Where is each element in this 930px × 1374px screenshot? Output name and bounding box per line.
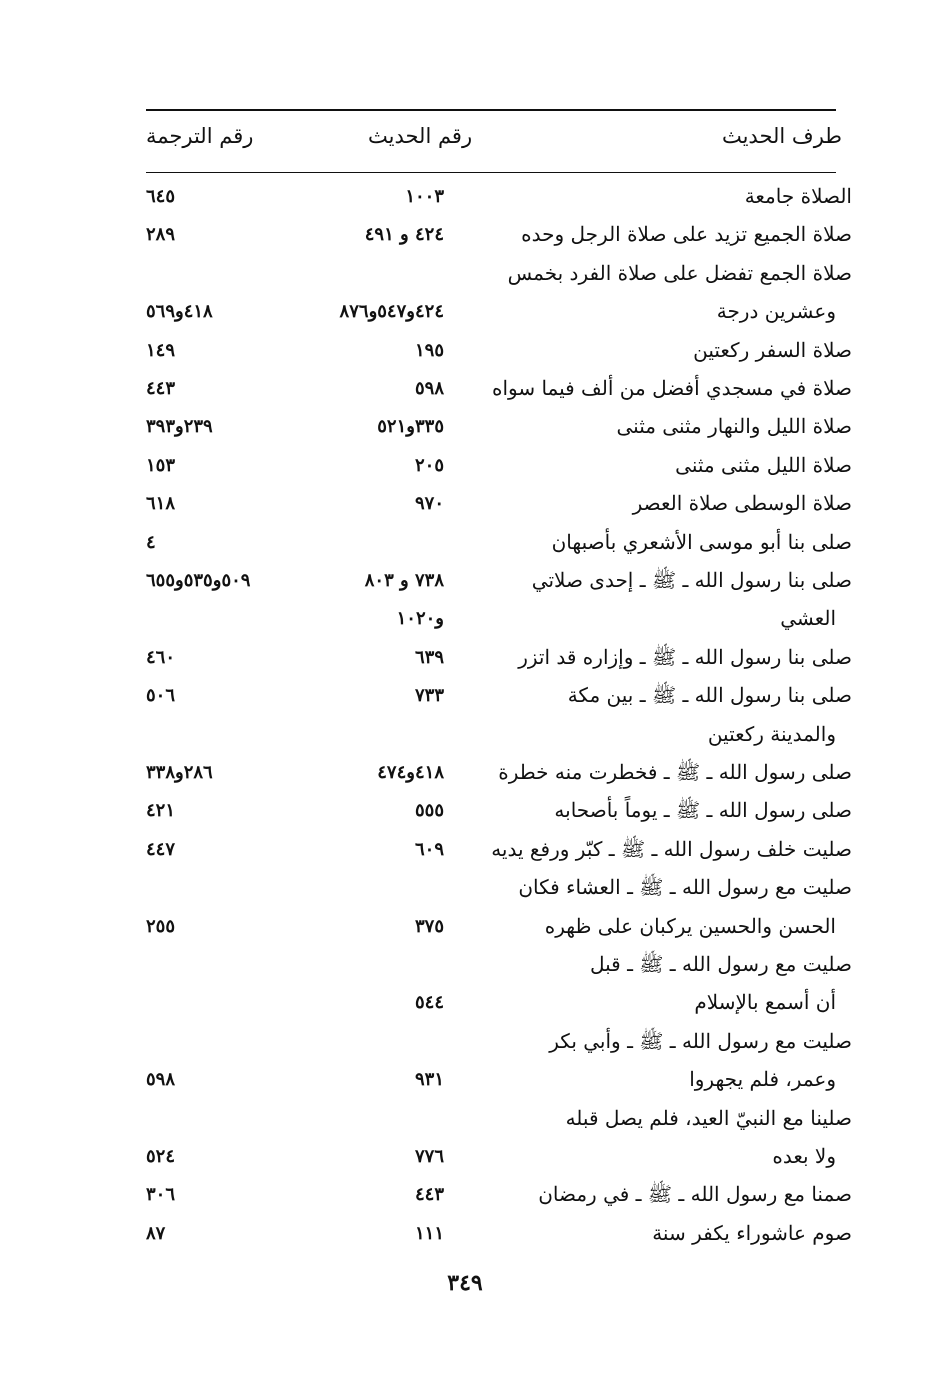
hadith-text: صلاة الوسطى صلاة العصر <box>632 491 852 516</box>
hadith-text: صلاة في مسجدي أفضل من ألف فيما سواه <box>491 376 852 400</box>
tarjama-number: ٤١٨و٥٦٩ <box>146 301 213 323</box>
tarjama-number: ١٤٩ <box>146 339 176 361</box>
hadith-text: صلى بنا رسول الله ـ ﷺ ـ وإزاره قد اتزر <box>518 644 852 669</box>
table-row <box>146 718 852 756</box>
table-row <box>146 180 852 218</box>
table-row <box>146 1102 852 1140</box>
table-row <box>146 449 852 487</box>
tarjama-number: ٤٤٣ <box>146 378 176 399</box>
hadith-number: ٧٣٨ و ٨٠٣ <box>364 570 444 591</box>
tarjama-number: ٤٢١ <box>146 800 176 822</box>
tarjama-number: ٤٤٧ <box>146 838 176 860</box>
hadith-text: ولا بعده <box>772 1144 836 1168</box>
table-row <box>146 910 852 948</box>
hadith-text: صلى رسول الله ـ ﷺ ـ فخطرت منه خطرة <box>498 760 852 784</box>
table-row <box>146 986 852 1024</box>
hadith-number: ٤٢٤ و ٤٩١ <box>364 224 444 246</box>
hadith-text: صلى بنا رسول الله ـ ﷺ ـ بين مكة <box>567 683 852 708</box>
hadith-number: ١٩٥ <box>414 339 444 361</box>
table-row <box>146 372 852 410</box>
hadith-number: ٢٠٥ <box>414 454 444 476</box>
tarjama-number: ٦٤٥ <box>146 186 176 207</box>
table-row <box>146 756 852 794</box>
hadith-text: صوم عاشوراء يكفر سنة <box>652 1220 852 1245</box>
table-row <box>146 1025 852 1063</box>
hadith-number: ١٠٠٣ <box>405 186 444 207</box>
tarjama-number: ٢٥٥ <box>146 915 176 937</box>
hadith-number: ٩٣١ <box>414 1069 444 1091</box>
table-row <box>146 526 852 564</box>
table-row <box>146 1063 852 1101</box>
hadith-number: ٦٠٩ <box>414 838 444 860</box>
tarjama-number: ٢٣٩و٣٩٣ <box>146 416 213 438</box>
tarjama-number: ٤٦٠ <box>146 646 176 668</box>
hadith-number: ٥٥٥ <box>414 800 444 822</box>
table-row <box>146 564 852 602</box>
hadith-text: صلاة الليل والنهار مثنى مثنى <box>616 414 852 439</box>
hadith-text: الحسن والحسين يركبان على ظهره <box>544 913 836 938</box>
table-row <box>146 295 852 333</box>
tarjama-number: ٣٠٦ <box>146 1184 176 1206</box>
hadith-text: والمدينة ركعتين <box>707 721 836 746</box>
table-row <box>146 794 852 832</box>
hadith-number: ١١١ <box>414 1222 444 1244</box>
header-tarjama-number: رقم الترجمة <box>146 124 254 148</box>
hadith-text: صليت مع رسول الله ـ ﷺ ـ قبل <box>589 952 852 976</box>
tarjama-number: ٨٧ <box>146 1222 166 1244</box>
hadith-number: ٧٧٦ <box>414 1146 444 1167</box>
hadith-number: ٥٤٤ <box>414 992 444 1014</box>
hadith-text: صلى رسول الله ـ ﷺ ـ يوماً بأصحابه <box>554 798 852 823</box>
table-row <box>146 218 852 256</box>
hadith-text: صمنا مع رسول الله ـ ﷺ ـ في رمضان <box>538 1182 852 1207</box>
top-rule <box>146 109 836 111</box>
hadith-text: صلينا مع النبيّ العيد، فلم يصل قبله <box>565 1105 852 1130</box>
table-row <box>146 641 852 679</box>
hadith-number: ٣٧٥ <box>414 915 444 937</box>
table-row <box>146 833 852 871</box>
hadith-text: صلاة الليل مثنى مثنى <box>675 452 852 477</box>
hadith-text: صلاة الجميع تزيد على صلاة الرجل وحده <box>521 222 852 247</box>
tarjama-number: ٦١٨ <box>146 493 176 515</box>
table-row <box>146 679 852 717</box>
tarjama-number: ٥٩٨ <box>146 1069 176 1091</box>
hadith-number: و١٠٢٠ <box>396 608 444 630</box>
table-row <box>146 1178 852 1216</box>
hadith-number: ٧٣٣ <box>414 685 444 707</box>
hadith-number: ٤٢٤و٥٤٧و٨٧٦ <box>339 301 444 323</box>
table-row <box>146 410 852 448</box>
table-row <box>146 1140 852 1178</box>
hadith-text: صلى بنا رسول الله ـ ﷺ ـ إحدى صلاتي <box>531 568 852 592</box>
header-hadith-number: رقم الحديث <box>368 124 473 148</box>
hadith-text: الصلاة جامعة <box>744 184 852 208</box>
hadith-text: العشي <box>780 606 836 631</box>
table-row <box>146 602 852 640</box>
hadith-number: ٤١٨و٤٧٤ <box>377 762 444 783</box>
table-row <box>146 334 852 372</box>
hadith-text: وعشرين درجة <box>716 299 836 324</box>
tarjama-number: ٢٨٦و٣٣٨ <box>146 762 213 783</box>
header-rule <box>146 172 836 173</box>
hadith-number: ٦٣٩ <box>414 646 444 668</box>
hadith-text: أن أسمع بالإسلام <box>694 990 836 1015</box>
hadith-number: ٩٧٠ <box>414 493 444 515</box>
hadith-text: وعمر، فلم يجهروا <box>689 1067 836 1092</box>
header-hadith-text: طرف الحديث <box>721 124 842 148</box>
page-number: ٣٤٩ <box>447 1270 483 1296</box>
hadith-number: ٤٤٣ <box>414 1184 444 1206</box>
table-row <box>146 257 852 295</box>
hadith-text: صلى بنا أبو موسى الأشعري بأصبهان <box>551 529 852 554</box>
table-row <box>146 948 852 986</box>
tarjama-number: ١٥٣ <box>146 454 176 476</box>
tarjama-number: ٥٠٩و٥٣٥و٦٥٥ <box>146 570 251 591</box>
tarjama-number: ٤ <box>146 531 156 553</box>
table-row <box>146 871 852 909</box>
tarjama-number: ٥٢٤ <box>146 1146 176 1167</box>
tarjama-number: ٥٠٦ <box>146 685 176 707</box>
hadith-text: صليت مع رسول الله ـ ﷺ ـ وأبي بكر <box>549 1028 852 1053</box>
hadith-text: صلاة السفر ركعتين <box>693 337 852 362</box>
table-row <box>146 487 852 525</box>
hadith-text: صليت مع رسول الله ـ ﷺ ـ العشاء فكان <box>518 875 852 900</box>
tarjama-number: ٢٨٩ <box>146 224 176 246</box>
hadith-text: صلاة الجمع تفضل على صلاة الفرد بخمس <box>507 260 852 285</box>
hadith-text: صليت خلف رسول الله ـ ﷺ ـ كبّر ورفع يديه <box>491 836 852 861</box>
table-row <box>146 1217 852 1255</box>
hadith-number: ٥٩٨ <box>414 378 444 399</box>
hadith-number: ٣٣٥و٥٢١ <box>377 416 444 438</box>
